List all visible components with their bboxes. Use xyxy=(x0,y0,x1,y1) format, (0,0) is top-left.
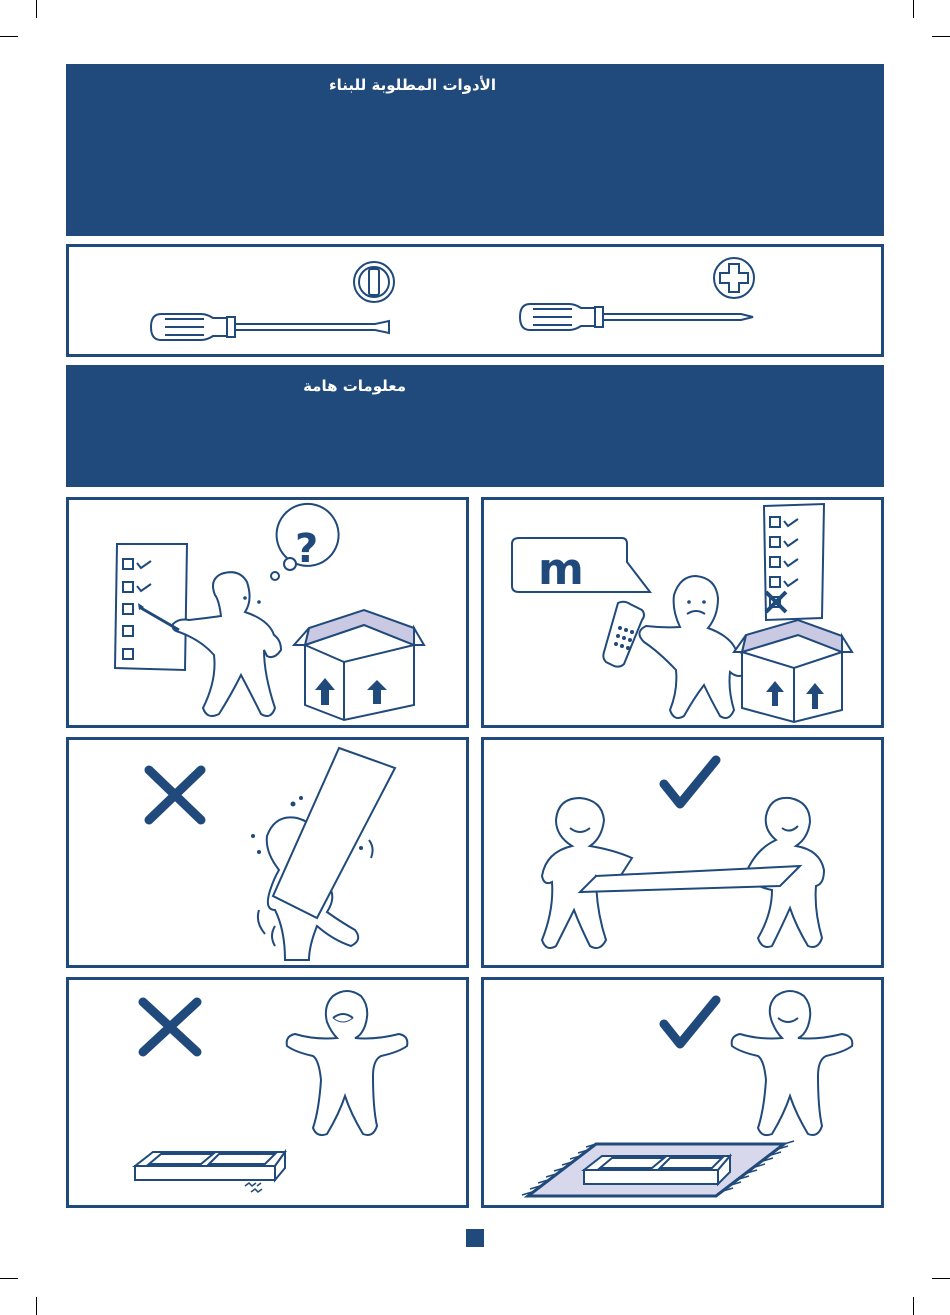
hard-floor-wrong-panel xyxy=(66,977,469,1208)
drawer-frame xyxy=(584,1170,718,1184)
cross-icon xyxy=(149,770,201,820)
question-mark-icon: ? xyxy=(295,526,319,572)
crop-mark xyxy=(0,1278,18,1279)
check-mark-icon xyxy=(664,1000,716,1044)
phillips-screwdriver-icon xyxy=(520,258,754,330)
crop-mark xyxy=(913,1297,914,1315)
person-left xyxy=(542,798,632,948)
crop-mark xyxy=(932,1278,950,1279)
crop-mark xyxy=(913,0,914,18)
lift-together-right-panel xyxy=(481,737,884,968)
crop-mark xyxy=(0,36,18,37)
person-confused xyxy=(173,572,281,716)
phone-icon xyxy=(603,602,644,667)
soft-surface-right-panel xyxy=(481,977,884,1208)
crop-mark xyxy=(932,36,950,37)
check-mark-icon xyxy=(664,760,716,804)
info-banner xyxy=(66,365,884,487)
person-frowning xyxy=(639,576,749,718)
tools-title: الأدوات المطلوبة للبناء xyxy=(329,76,496,94)
tools-panel xyxy=(66,244,884,357)
cross-icon xyxy=(143,1002,197,1052)
contact-support-panel xyxy=(481,497,884,728)
person-happy xyxy=(732,991,853,1135)
scratch-marks-icon xyxy=(245,1183,262,1192)
crop-mark xyxy=(36,0,37,18)
page-marker xyxy=(466,1229,484,1247)
crop-mark xyxy=(36,1297,37,1315)
check-contents-panel xyxy=(66,497,469,728)
flat-screwdriver-icon xyxy=(151,262,394,340)
info-title: معلومات هامة xyxy=(303,377,406,395)
tools-banner xyxy=(66,64,884,236)
brand-logo-icon: m xyxy=(538,544,584,595)
person-sad xyxy=(287,991,408,1135)
lift-alone-wrong-panel xyxy=(66,737,469,968)
drawer-frame xyxy=(135,1166,275,1180)
